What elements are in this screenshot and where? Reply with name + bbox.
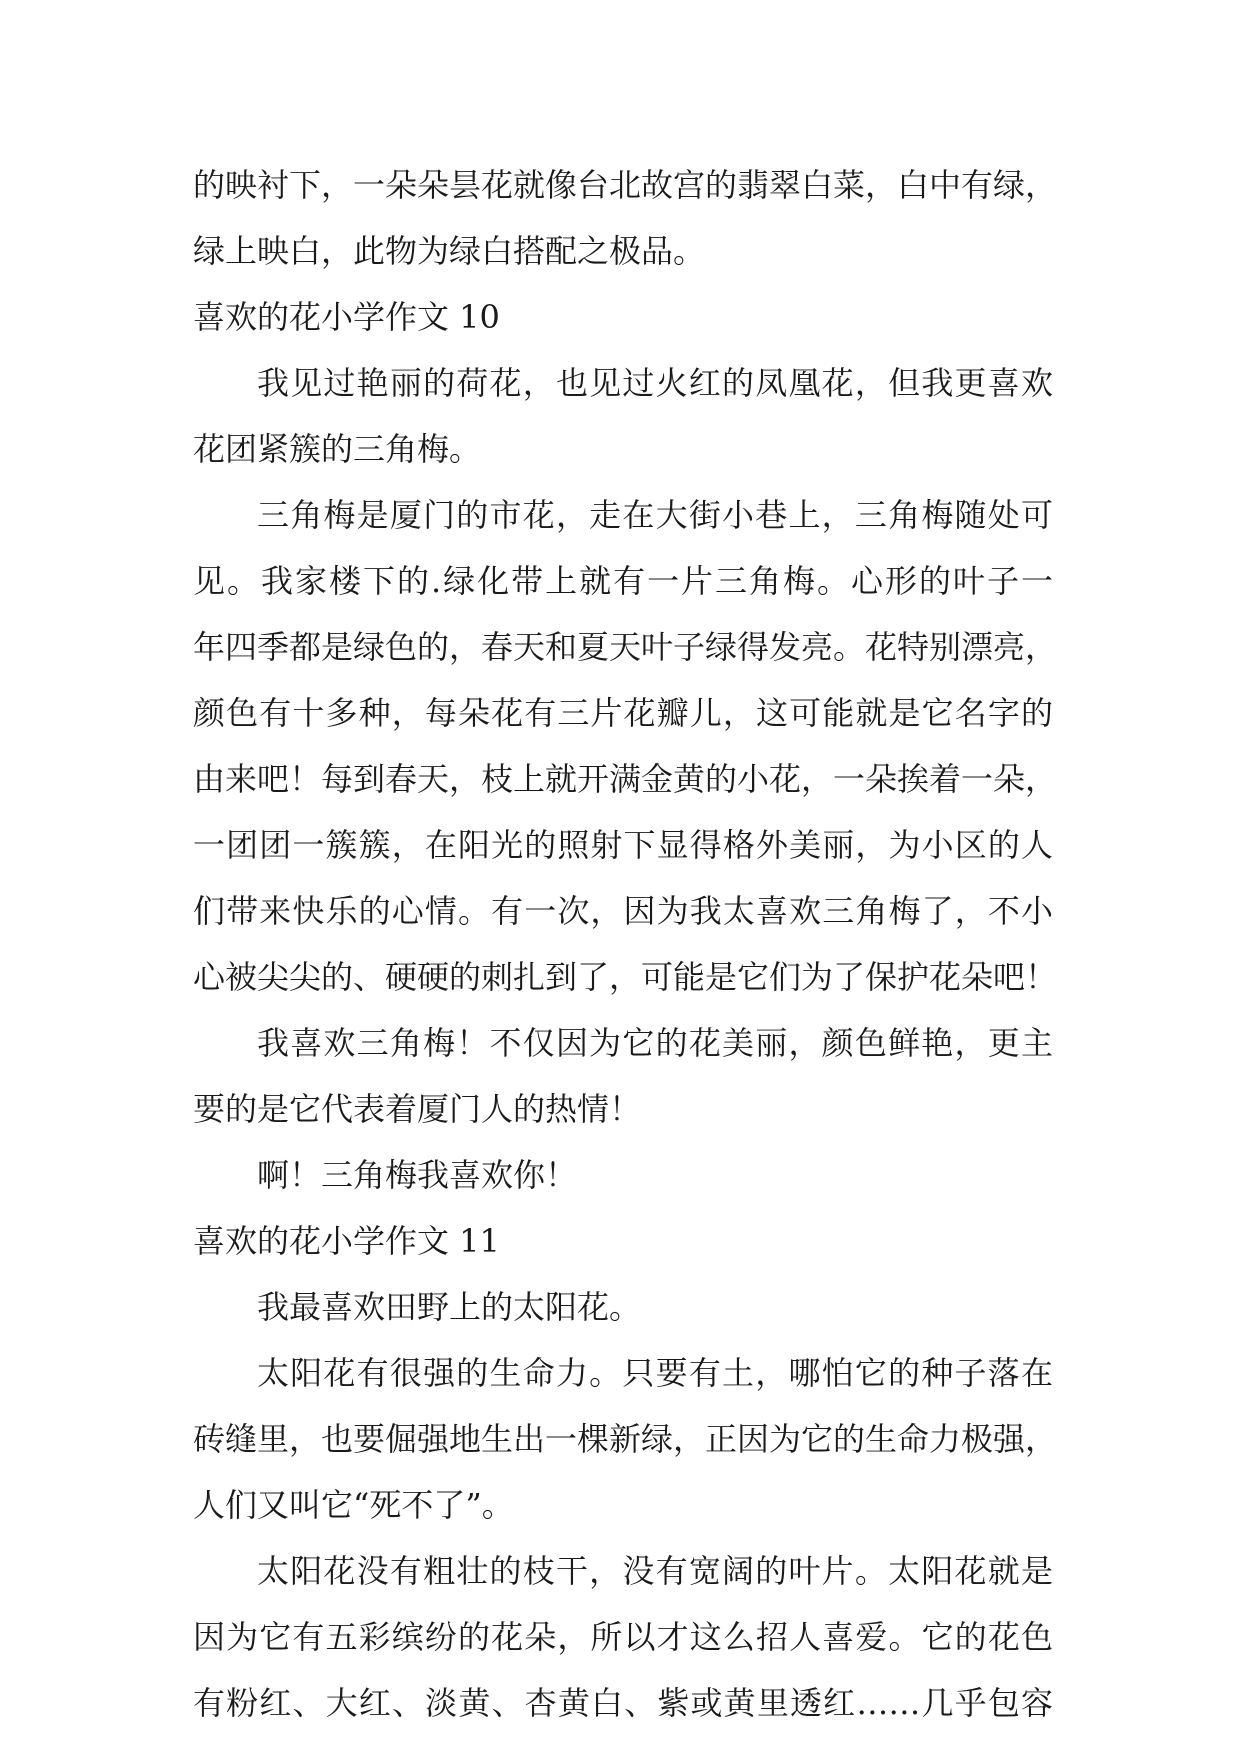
text-line: 因为它有五彩缤纷的花朵，所以才这么招人喜爱。它的花色	[193, 1618, 1053, 1656]
section-heading: 喜欢的花小学作文 10	[193, 298, 500, 336]
text-line: 由来吧！每到春天，枝上就开满金黄的小花，一朵挨着一朵，	[193, 760, 1058, 798]
text-line: 绿上映白，此物为绿白搭配之极品。	[193, 232, 706, 270]
text-line: 的映衬下，一朵朵昙花就像台北故宫的翡翠白菜，白中有绿，	[193, 166, 1058, 204]
text-line: 砖缝里，也要倔强地生出一棵新绿，正因为它的生命力极强，	[193, 1420, 1058, 1458]
text-line: 太阳花没有粗壮的枝干，没有宽阔的叶片。太阳花就是	[257, 1552, 1053, 1590]
text-line: 要的是它代表着厦门人的热情！	[193, 1090, 642, 1128]
text-line: 颜色有十多种，每朵花有三片花瓣儿，这可能就是它名字的	[193, 694, 1053, 732]
text-line: 年四季都是绿色的，春天和夏天叶子绿得发亮。花特别漂亮，	[193, 628, 1058, 666]
text-line: 我见过艳丽的荷花，也见过火红的凤凰花，但我更喜欢	[257, 364, 1053, 402]
text-line: 花团紧簇的三角梅。	[193, 430, 482, 468]
text-line: 三角梅是厦门的市花，走在大街小巷上，三角梅随处可	[257, 496, 1053, 534]
text-line: 太阳花有很强的生命力。只要有土，哪怕它的种子落在	[257, 1354, 1053, 1392]
text-line: 人们又叫它“死不了”。	[193, 1486, 514, 1524]
section-heading: 喜欢的花小学作文 11	[193, 1222, 500, 1260]
text-line: 们带来快乐的心情。有一次，因为我太喜欢三角梅了，不小	[193, 892, 1053, 930]
text-line: 一团团一簇簇，在阳光的照射下显得格外美丽，为小区的人	[193, 826, 1053, 864]
text-line: 见。我家楼下的.绿化带上就有一片三角梅。心形的叶子一	[193, 562, 1053, 600]
text-line: 啊！三角梅我喜欢你！	[257, 1156, 578, 1194]
text-line: 我最喜欢田野上的太阳花。	[257, 1288, 642, 1326]
text-line: 有粉红、大红、淡黄、杏黄白、紫或黄里透红……几乎包容	[193, 1684, 1053, 1722]
document-page	[193, 152, 1058, 1736]
text-line: 心被尖尖的、硬硬的刺扎到了，可能是它们为了保护花朵吧！	[193, 958, 1058, 996]
text-line: 我喜欢三角梅！不仅因为它的花美丽，颜色鲜艳，更主	[257, 1024, 1053, 1062]
